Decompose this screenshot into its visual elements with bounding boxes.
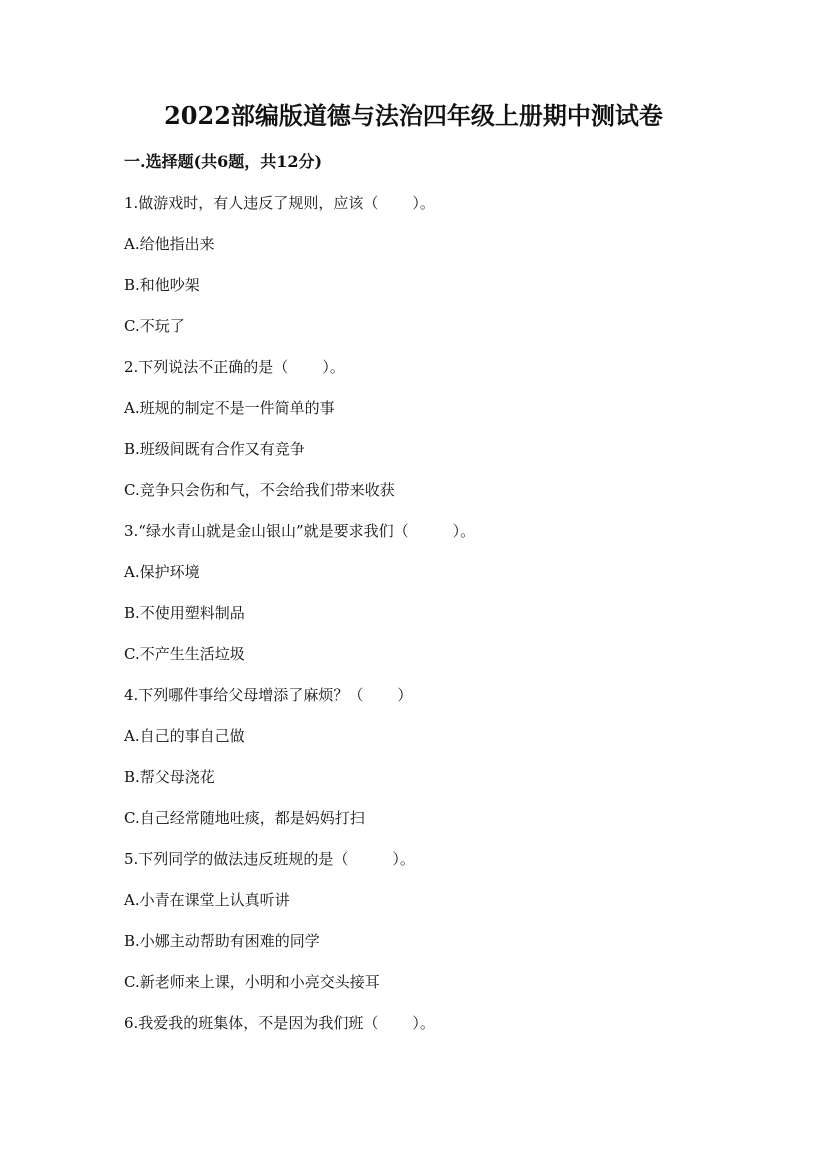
question-4-option-c: C.自己经常随地吐痰，都是妈妈打扫 bbox=[124, 809, 365, 827]
question-list bbox=[124, 190, 744, 1051]
question-1-stem bbox=[124, 190, 744, 231]
question-4-stem-end: ） bbox=[397, 686, 413, 704]
question-5-option-a: A.小青在课堂上认真听讲 bbox=[124, 891, 290, 909]
question-4-stem-text: 4.下列哪件事给父母增添了麻烦？（ bbox=[124, 686, 364, 704]
question-1-stem-text: 1.做游戏时，有人违反了规则，应该（ bbox=[124, 194, 379, 212]
question-4-option-a: A.自己的事自己做 bbox=[124, 727, 245, 745]
question-5-option-c: C.新老师来上课，小明和小亮交头接耳 bbox=[124, 973, 380, 991]
question-2-option-c: C.竞争只会伤和气，不会给我们带来收获 bbox=[124, 481, 395, 499]
question-3-option-c: C.不产生生活垃圾 bbox=[124, 645, 245, 663]
question-6-stem bbox=[124, 1010, 744, 1051]
question-4-stem bbox=[124, 682, 744, 723]
question-1-option-c: C.不玩了 bbox=[124, 317, 185, 335]
question-1-option-a: A.给他指出来 bbox=[124, 235, 215, 253]
question-3-option-b: B.不使用塑料制品 bbox=[124, 604, 245, 622]
question-6-stem-text: 6.我爱我的班集体，不是因为我们班（ bbox=[124, 1014, 379, 1032]
question-6-stem-end: ）。 bbox=[412, 1014, 435, 1032]
question-2-option-b: B.班级间既有合作又有竞争 bbox=[124, 440, 305, 458]
question-3-stem-end: ）。 bbox=[452, 522, 476, 540]
question-5-option-b: B.小娜主动帮助有困难的同学 bbox=[124, 932, 320, 950]
question-2-stem-text: 2.下列说法不正确的是（ bbox=[124, 358, 289, 376]
question-3-stem bbox=[124, 518, 744, 559]
section-heading: 一.选择题(共6题，共12分) bbox=[124, 152, 323, 171]
question-2-stem bbox=[124, 354, 744, 395]
question-3-stem-text: 3.“绿水青山就是金山银山”就是要求我们（ bbox=[124, 522, 409, 540]
question-4-option-b: B.帮父母浇花 bbox=[124, 768, 215, 786]
question-5-stem-end: ）。 bbox=[392, 850, 415, 868]
question-1-stem-end: ）。 bbox=[412, 194, 435, 212]
page-title: 2022部编版道德与法治四年级上册期中测试卷 bbox=[164, 101, 663, 130]
question-5-stem bbox=[124, 846, 744, 887]
question-5-stem-text: 5.下列同学的做法违反班规的是（ bbox=[124, 850, 349, 868]
question-1-option-b: B.和他吵架 bbox=[124, 276, 200, 294]
question-3-option-a: A.保护环境 bbox=[124, 563, 200, 581]
question-2-stem-end: ）。 bbox=[322, 358, 345, 376]
question-2-option-a: A.班规的制定不是一件简单的事 bbox=[124, 399, 335, 417]
